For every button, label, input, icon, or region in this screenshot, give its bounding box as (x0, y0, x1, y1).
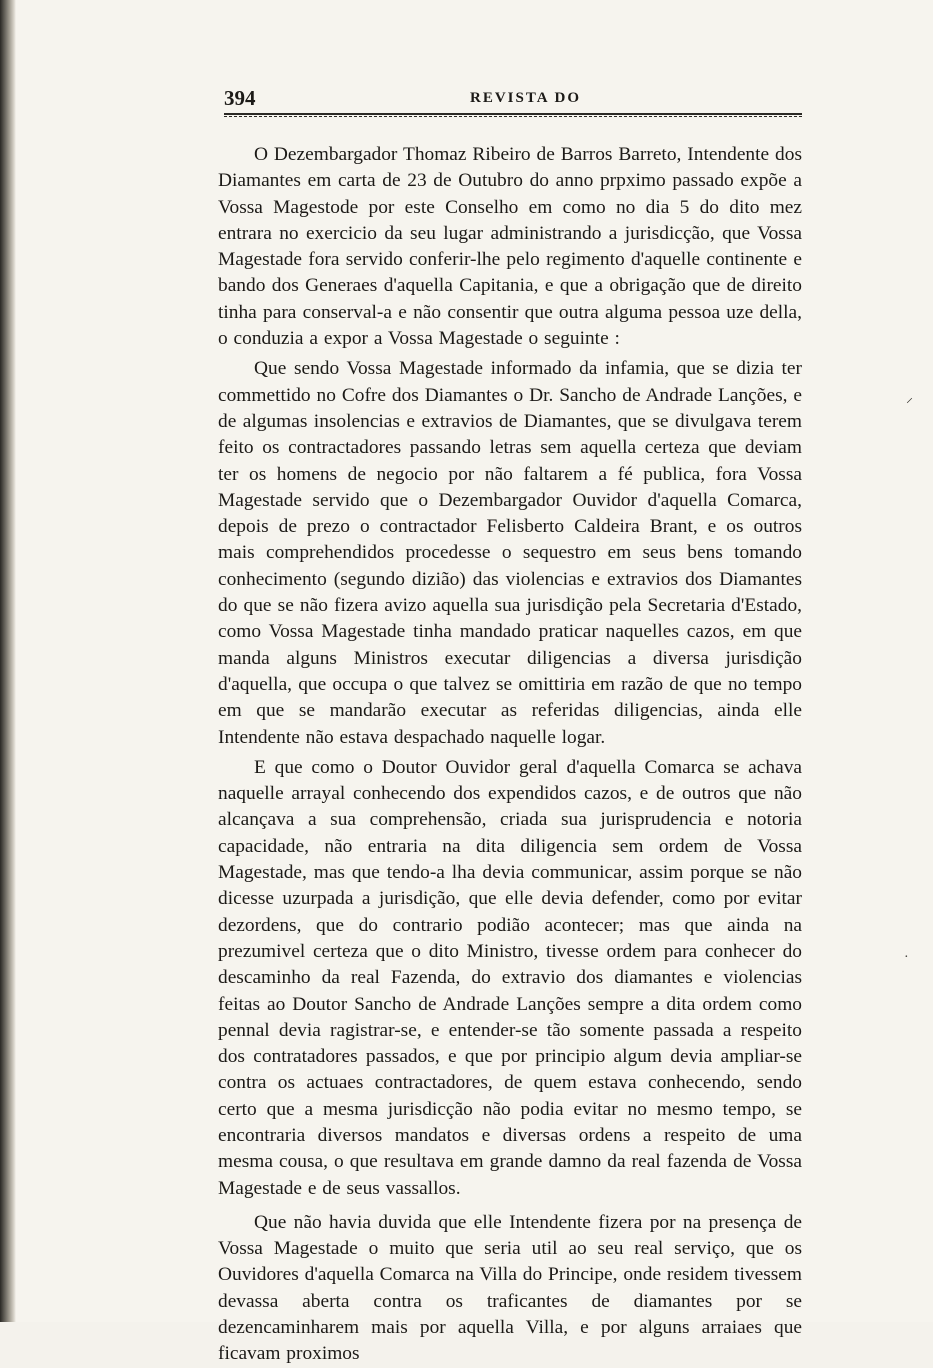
header-rule (224, 113, 802, 117)
paragraph-3: E que como o Doutor Ouvidor geral d'aquella Comarca se achava naquelle arrayal conhecendo dos expendidos cazos, e de outros que não alcançava a sua comprehensão, criada sua jurisprudencia e notoria capacidade, não entraria na dita diligencia sem ordem de Vossa Magestade, mas que tendo-a lha devia communicar, assim porque se não dicesse uzurpada a jurisdição, que elle devia defender, como por evitar dezordens, que do contrario podião acontecer; mas que ainda na prezumivel certeza que o dito Ministro, tivesse ordem para conhecer do descaminho da real Fazenda, do extravio dos diamantes e violencias feitas ao Doutor Sancho de Andrade Lanções sempre a dita ordem como pennal devia ragistrar-se, e entender-se tão somente passada a respeito dos contratadores passados, e que por principio algum devia ampliar-se contra os actuaes contractadores, de quem estava conhecendo, sendo certo que a mesma jurisdicção não podia evitar no mesmo tempo, se encontraria diversos mandatos e diversas ordens a respeito de uma mesma cousa, o que resultava em grande damno da real fazenda de Vossa Magestade e de seus vassallos. (218, 756, 802, 1199)
body-text (218, 142, 802, 1368)
page-header (224, 86, 802, 120)
paragraph-4: Que não havia duvida que elle Intendente fizera por na presença de Vossa Magestade o muito que seria util ao seu real serviço, que os Ouvidores d'aquella Comarca na Villa do Principe, onde residem tivessem devassa aberta contra os traficantes de diamantes por se dezencaminharem mais por aquella Villa, e por alguns arraiaes que ficavam proximos (218, 1211, 802, 1365)
running-title: REVISTA DO (470, 90, 581, 106)
paragraph-1: O Dezembargador Thomaz Ribeiro de Barros Barreto, Intendente dos Diamantes em carta de 23 de Outubro do anno prpximo passado expõe a Vossa Magestode por este Conselho em como no dia 5 do dito mez entrara no exercicio da seu lugar administrando a jurisdicção, que Vossa Magestade fora servido conferir-lhe pelo regimento d'aquelle continente e bando dos Generaes d'aquella Capitania, e que a obrigação que de direito tinha para conserval-a e não consentir que outra alguma pessoa uze della, o conduzia a expor a Vossa Magestade o seguinte : (218, 144, 802, 350)
margin-mark: · (904, 950, 909, 965)
page-number: 394 (224, 86, 256, 110)
paragraph-2: Que sendo Vossa Magestade informado da infamia, que se dizia ter commettido no Cofre dos Diamantes o Dr. Sancho de Andrade Lanções, e de algumas insolencias e extravios de Diamantes, que se divulgava terem feito os contractadores passando letras sem aquella certeza que deviam ter os homens de negocio por não faltarem a fé publica, fora Vossa Magestade servido que o Dezembargador Ouvidor d'aquella Comarca, depois de prezo o contractador Felisberto Caldeira Brant, e os outros mais comprehendidos procedesse o sequestro em seus bens tomando conhecimento (segundo dizião) das violencias e extravios dos Diamantes do que se não fizera avizo aquella sua jurisdição pela Secretaria d'Estado, como Vossa Magestade tinha mandado praticar naquelles cazos, em que manda alguns Ministros executar diligencias a diversa jurisdição d'aquella, que occupa o que talvez se omittiria em razão de que no tempo em que se mandarão executar as referidas diligencias, ainda elle Intendente não estava despachado naquelle logar. (218, 358, 802, 748)
margin-mark: ⸝ (906, 391, 913, 406)
book-binding-edge (0, 0, 16, 1322)
